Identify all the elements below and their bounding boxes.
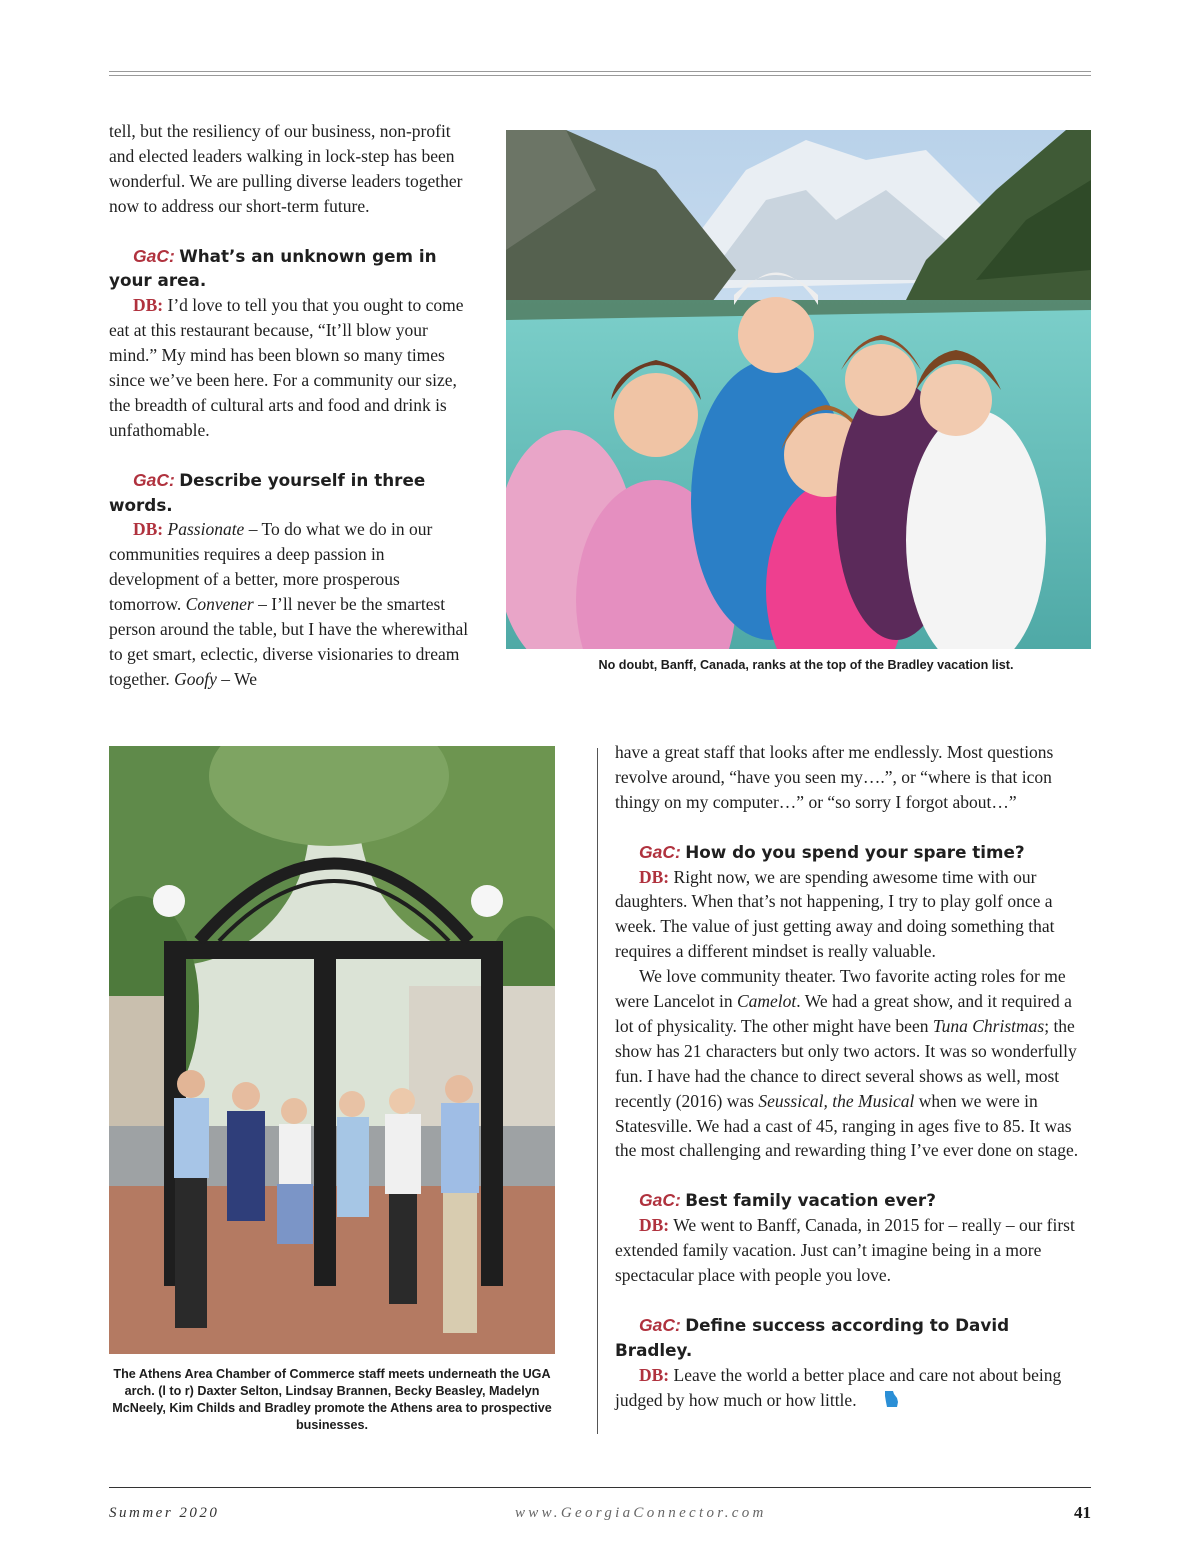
left-text-column (109, 119, 471, 692)
word-goofy: Goofy (174, 668, 217, 689)
theater-paragraph (615, 964, 1091, 1163)
athens-caption: The Athens Area Chamber of Commerce staff meets underneath the UGA arch. (l to r) Daxter Selton, Lindsay Brannen, Becky Beasley, Madelyn McNeely, Kim Childs and Bradley promote the Athens area to prospective businesses. (112, 1367, 552, 1432)
intro-paragraph: tell, but the resiliency of our business, non-profit and elected leaders walking in lock-step has been wonderful. We are pulling diverse leaders together now to address our short-term future. (109, 121, 463, 216)
question-family-vacation (615, 1188, 1091, 1213)
answer-text: I’d love to tell you that you ought to come eat at this restaurant because, “It’ll blow your mind.” My mind has been blown so many times since we’ve been here. For a community our size, the breadth of cultural arts and food and drink is unfathomable. (109, 295, 464, 440)
answer-text: We went to Banff, Canada, in 2015 for – really – our first extended family vacation. Just can’t imagine being in a more spectacular place with people you love. (615, 1215, 1075, 1285)
question-unknown-gem (109, 244, 471, 294)
footer-issue-label: Summer 2020 (109, 1505, 220, 1521)
answer-tag: DB: (133, 295, 164, 316)
answer-unknown-gem (109, 293, 471, 442)
banff-caption: No doubt, Banff, Canada, ranks at the top of the Bradley vacation list. (598, 658, 1014, 672)
answer-tag: DB: (639, 1215, 670, 1236)
question-tag: GaC: (133, 469, 175, 490)
question-tag: GaC: (639, 1190, 681, 1211)
question-tag: GaC: (133, 245, 175, 266)
answer-tag: DB: (133, 519, 164, 540)
answer-text: when we were in Statesville. We had a cast of 45, ranging in ages five to 85. It was the most challenging and rewarding thing I’ve ever done on stage. (615, 1090, 1079, 1161)
continued-paragraph: have a great staff that looks after me endlessly. Most questions revolve around, “have you seen my….”, or “where is that icon thingy on my computer…” or “so sorry I forgot about…” (615, 742, 1054, 812)
top-rule (109, 71, 1091, 72)
question-text: Best family vacation ever? (685, 1190, 936, 1211)
word-convener: Convener (185, 594, 254, 615)
answer-three-words (109, 517, 471, 691)
column-divider (597, 748, 598, 1434)
answer-text: – I’ll never be the smartest person around the table, but I have the wherewithal to get smart, eclectic, diverse visionaries to dream together. (109, 594, 469, 689)
question-text: Define success according to David Bradley. (615, 1314, 1010, 1360)
page-number: 41 (1074, 1503, 1091, 1522)
answer-text: Right now, we are spending awesome time with our daughters. When that’s not happening, I try to play golf once a week. The value of just getting away and doing something that requires a different mindset is really valuable. (615, 866, 1055, 962)
footer-website-link[interactable]: www.GeorgiaConnector.com (515, 1505, 767, 1521)
answer-text: We love community theater. Two favorite acting roles for me were Lancelot in (615, 966, 1066, 1012)
footer-rule (109, 1487, 1091, 1488)
question-text: Describe yourself in three words. (109, 469, 426, 515)
athens-arch-photo (109, 746, 555, 1354)
answer-success (615, 1363, 1091, 1415)
answer-text: Leave the world a better place and care not about being judged by how much or how little. (615, 1364, 1062, 1410)
title-seussical: Seussical, the Musical (758, 1090, 915, 1111)
banff-family-photo (506, 130, 1091, 649)
title-tuna-christmas: Tuna Christmas (932, 1015, 1045, 1036)
right-text-column (615, 740, 1091, 1414)
question-text: How do you spend your spare time? (685, 841, 1025, 862)
answer-text: – We (216, 668, 257, 689)
answer-text: ; the show has 21 characters but only two actors. It was so wonderfully fun. I have had the chance to direct several shows as well, most recently (2016) was (615, 1015, 1077, 1111)
question-text: What’s an unknown gem in your area. (109, 245, 437, 291)
answer-text: – To do what we do in our communities requires a deep passion in development of a better, more prosperous tomorrow. (109, 519, 433, 615)
answer-family-vacation (615, 1213, 1091, 1288)
question-success (615, 1313, 1091, 1363)
answer-tag: DB: (639, 1364, 670, 1385)
question-tag: GaC: (639, 1314, 681, 1335)
word-passionate: Passionate (167, 519, 245, 540)
top-rule-2 (109, 75, 1091, 76)
answer-spare-time (615, 865, 1091, 965)
question-spare-time (615, 840, 1091, 865)
answer-text: . We had a great show, and it required a lot of physicality. The other might have been (615, 991, 1072, 1036)
question-three-words (109, 468, 471, 518)
answer-tag: DB: (639, 866, 670, 887)
georgia-state-icon (860, 1390, 899, 1415)
question-tag: GaC: (639, 841, 681, 862)
title-camelot: Camelot (736, 991, 797, 1012)
